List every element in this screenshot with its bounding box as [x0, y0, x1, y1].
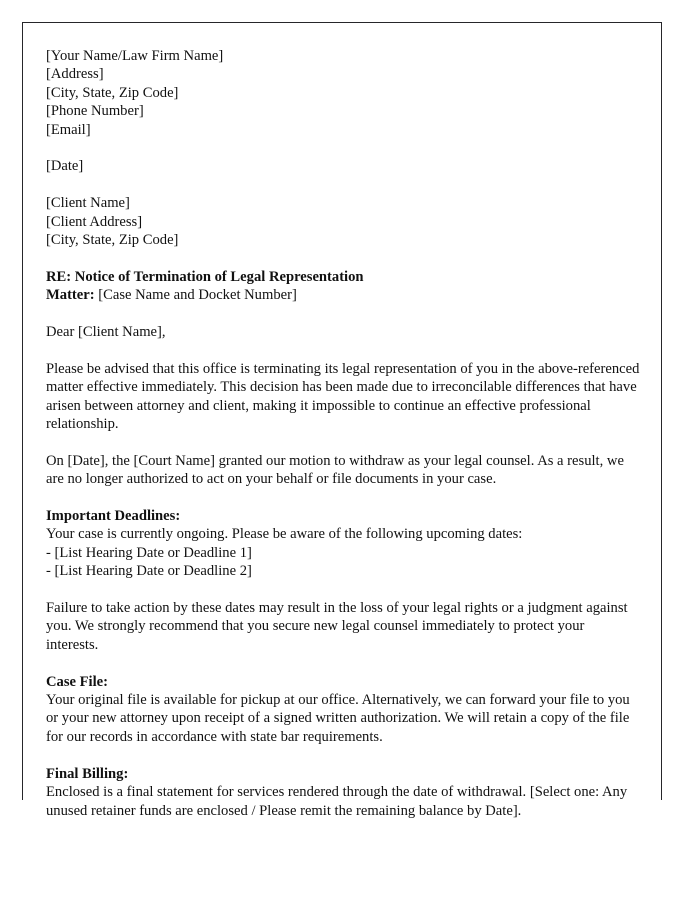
- date-line: [Date]: [46, 158, 84, 175]
- recipient-address-block: [46, 194, 659, 249]
- document-page: [22, 22, 662, 819]
- spacer-after-paragraph-2: [46, 489, 659, 507]
- body-paragraph-3: Failure to take action by these dates may result in the loss of your legal rights or a judgment against you. We strongly recommend that you secure new legal counsel immediately to protect your interests.: [46, 600, 628, 653]
- important-deadlines-heading: Important Deadlines:: [46, 508, 181, 525]
- spacer-after-date: [46, 176, 659, 194]
- spacer-after-paragraph-3: [46, 654, 659, 672]
- matter-label: Matter:: [46, 287, 95, 304]
- re-line: RE: Notice of Termination of Legal Representation: [46, 268, 364, 285]
- case-file-heading: Case File:: [46, 673, 109, 690]
- recipient-name-line: [Client Name]: [46, 195, 130, 212]
- spacer-after-salutation: [46, 341, 659, 359]
- sender-address-block: [46, 47, 659, 139]
- sender-address-line: [Address]: [46, 66, 104, 83]
- spacer-after-case-file: [46, 746, 659, 764]
- final-billing-section: [46, 765, 659, 820]
- spacer-after-paragraph-1: [46, 433, 659, 451]
- final-billing-heading: Final Billing:: [46, 765, 129, 782]
- sender-email-line: [Email]: [46, 121, 91, 138]
- case-file-text: Your original file is available for pickup at our office. Alternatively, we can forward your file to you or your new attorney upon receipt of a signed written authorization. We will retain a copy of the file for our records in accordance with state bar requirements.: [46, 692, 630, 745]
- subject-block: [46, 268, 659, 305]
- document-text-body: [46, 47, 659, 820]
- recipient-city-state-zip-line: [City, State, Zip Code]: [46, 232, 179, 249]
- deadline-item: - [List Hearing Date or Deadline 1]: [46, 544, 252, 561]
- sender-name-line: [Your Name/Law Firm Name]: [46, 48, 224, 64]
- spacer-after-sender: [46, 139, 659, 157]
- spacer-after-recipient: [46, 249, 659, 267]
- sender-phone-line: [Phone Number]: [46, 103, 144, 120]
- sender-city-state-zip-line: [City, State, Zip Code]: [46, 84, 179, 101]
- body-paragraph-1: Please be advised that this office is terminating its legal representation of you in the above-referenced matter effective immediately. This decision has been made due to irreconcilable differences that have arisen between attorney and client, making it impossible to continue an effective professional relationship.: [46, 360, 640, 433]
- salutation-line: Dear [Client Name],: [46, 324, 166, 341]
- deadline-item: - [List Hearing Date or Deadline 2]: [46, 563, 252, 580]
- spacer-after-deadlines: [46, 581, 659, 599]
- final-billing-text: Enclosed is a final statement for services rendered through the date of withdrawal. [Select one: Any unused retainer funds are enclosed / Please remit the remaining balance by Date].: [46, 784, 628, 819]
- case-file-section: [46, 673, 659, 747]
- matter-value: [Case Name and Docket Number]: [98, 287, 297, 304]
- body-paragraph-2: On [Date], the [Court Name] granted our motion to withdraw as your legal counsel. As a result, we are no longer authorized to act on your behalf or file documents in your case.: [46, 452, 624, 488]
- important-deadlines-section: [46, 507, 659, 581]
- spacer-after-subject: [46, 305, 659, 323]
- matter-line: [46, 286, 640, 304]
- recipient-address-line: [Client Address]: [46, 213, 143, 230]
- important-deadlines-intro: Your case is currently ongoing. Please be aware of the following upcoming dates:: [46, 526, 523, 543]
